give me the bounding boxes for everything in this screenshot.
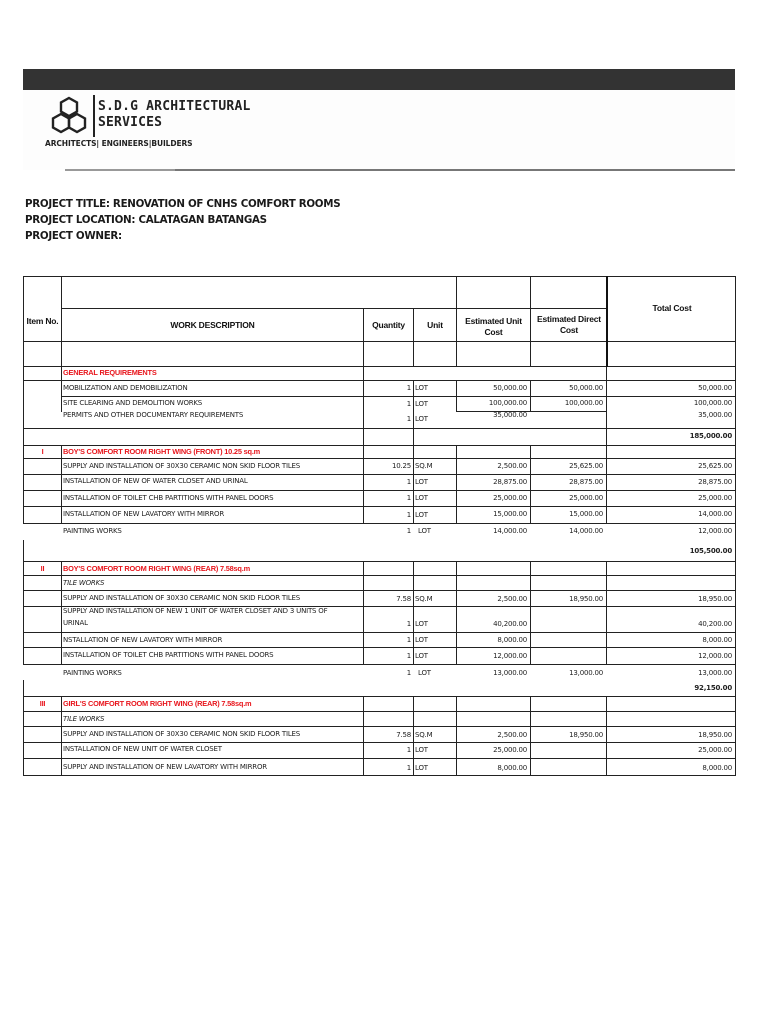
row-border (530, 561, 531, 665)
header-divider (61, 308, 607, 309)
row-unit: LOT (415, 415, 428, 423)
row-description: PAINTING WORKS (63, 669, 122, 677)
row-border (606, 445, 607, 523)
row-description: SUPPLY AND INSTALLATION OF NEW 1 UNIT OF WATER CLOSET AND 3 UNITS OF (63, 607, 328, 615)
row-unit-cost: 25,000.00 (493, 494, 527, 502)
row-total-cost: 18,950.00 (698, 595, 732, 603)
row-border (61, 696, 62, 776)
row-border (23, 632, 736, 633)
header-est-direct-cost: Estimated Direct Cost (537, 314, 601, 335)
row-total-cost: 14,000.00 (698, 510, 732, 518)
row-border (23, 696, 24, 776)
row-border (61, 396, 736, 397)
row-unit: LOT (418, 669, 431, 677)
row-quantity: 10.25 (391, 462, 411, 470)
row-border (413, 696, 414, 776)
section-item-no: III (39, 699, 46, 708)
row-total-cost: 100,000.00 (693, 399, 732, 407)
row-quantity: 1 (406, 415, 411, 423)
row-description: SUPPLY AND INSTALLATION OF 30X30 CERAMIC NON SKID FLOOR TILES (63, 462, 301, 470)
logo-divider (93, 95, 95, 137)
row-total-cost: 40,200.00 (698, 620, 732, 628)
row-unit: LOT (415, 764, 428, 772)
company-name-line1: S.D.G ARCHITECTURAL (98, 99, 251, 114)
row-total-cost: 18,950.00 (698, 731, 732, 739)
row-description: SUPPLY AND INSTALLATION OF NEW LAVATORY WITH MIRROR (63, 763, 267, 771)
row-total-cost: 25,000.00 (698, 494, 732, 502)
row-description: INSTALLATION OF TOILET CHB PARTITIONS WITH PANEL DOORS (63, 494, 274, 502)
row-unit: SQ.M (415, 462, 433, 470)
row-border (735, 696, 736, 776)
header-divider (23, 341, 736, 342)
row-border (456, 561, 457, 665)
row-unit-cost: 8,000.00 (497, 764, 527, 772)
section-title: BOY'S COMFORT ROOM RIGHT WING (REAR) 7.58sq.m (63, 564, 250, 573)
row-direct-cost: 25,625.00 (569, 462, 603, 470)
row-direct-cost: 18,950.00 (569, 595, 603, 603)
row-border (23, 490, 736, 491)
row-unit-cost: 35,000.00 (493, 411, 527, 419)
row-border (413, 561, 414, 665)
header-rule-accent (65, 169, 175, 171)
row-border (23, 445, 736, 446)
section-subtotal: 92,150.00 (694, 684, 732, 692)
row-border (23, 711, 736, 712)
row-direct-cost: 50,000.00 (569, 384, 603, 392)
row-total-cost: 12,000.00 (698, 652, 732, 660)
row-border (23, 380, 736, 381)
row-total-cost: 8,000.00 (702, 636, 732, 644)
row-border (23, 561, 24, 665)
row-border (61, 367, 62, 412)
row-description: SUPPLY AND INSTALLATION OF 30X30 CERAMIC NON SKID FLOOR TILES (63, 730, 301, 738)
col-divider (363, 308, 364, 367)
row-unit: LOT (415, 746, 428, 754)
row-unit: LOT (415, 400, 428, 408)
row-description-line2: URINAL (63, 619, 88, 627)
row-unit-cost: 12,000.00 (493, 652, 527, 660)
row-unit-cost: 50,000.00 (493, 384, 527, 392)
row-direct-cost: 25,000.00 (569, 494, 603, 502)
row-total-cost: 8,000.00 (702, 764, 732, 772)
row-unit-cost: 40,200.00 (493, 620, 527, 628)
section-subheading: TILE WORKS (63, 579, 105, 587)
row-unit-cost: 15,000.00 (493, 510, 527, 518)
row-description: INSTALLATION OF NEW UNIT OF WATER CLOSET (63, 745, 222, 753)
row-description: PERMITS AND OTHER DOCUMENTARY REQUIREMENTS (63, 411, 244, 419)
row-border (413, 380, 414, 445)
row-border (23, 696, 736, 697)
section-item-no: II (40, 564, 45, 573)
row-direct-cost: 100,000.00 (564, 399, 603, 407)
row-description: PAINTING WORKS (63, 527, 122, 535)
row-direct-cost: 18,950.00 (569, 731, 603, 739)
row-border (23, 523, 736, 524)
row-direct-cost: 14,000.00 (569, 527, 603, 535)
section-subtotal: 185,000.00 (689, 432, 732, 440)
section-subheading: TILE WORKS (63, 715, 105, 723)
row-description: MOBILIZATION AND DEMOBILIZATION (63, 384, 188, 392)
row-description: INSTALLATION OF NEW OF WATER CLOSET AND URINAL (63, 477, 248, 485)
row-border (23, 367, 24, 445)
section-title: GENERAL REQUIREMENTS (63, 368, 157, 377)
row-unit: LOT (415, 478, 428, 486)
section-item-no: I (41, 447, 44, 456)
row-direct-cost: 13,000.00 (569, 669, 603, 677)
row-border (413, 445, 414, 523)
row-unit-cost: 13,000.00 (493, 669, 527, 677)
row-unit-cost: 8,000.00 (497, 636, 527, 644)
row-quantity: 1 (406, 764, 411, 772)
row-quantity: 1 (406, 636, 411, 644)
row-border (23, 458, 736, 459)
row-unit-cost: 2,500.00 (497, 462, 527, 470)
header-quantity: Quantity (372, 320, 405, 330)
row-unit: LOT (415, 384, 428, 392)
top-bar (23, 69, 735, 90)
row-border (23, 474, 736, 475)
row-border (735, 367, 736, 445)
row-quantity: 1 (406, 620, 411, 628)
row-border (23, 775, 736, 776)
row-border (61, 561, 62, 665)
row-description: NSTALLATION OF NEW LAVATORY WITH MIRROR (63, 636, 223, 644)
row-total-cost: 50,000.00 (698, 384, 732, 392)
col-divider (413, 308, 414, 367)
hexagon-cluster-icon (49, 96, 97, 136)
row-border (606, 561, 607, 665)
row-total-cost: 28,875.00 (698, 478, 732, 486)
row-unit: LOT (415, 511, 428, 519)
row-quantity: 1 (406, 669, 411, 677)
row-quantity: 1 (406, 652, 411, 660)
header-total-cost: Total Cost (652, 303, 692, 313)
row-total-cost: 12,000.00 (698, 527, 732, 535)
row-quantity: 7.58 (396, 595, 411, 603)
row-total-cost: 13,000.00 (698, 669, 732, 677)
row-direct-cost: 15,000.00 (569, 510, 603, 518)
row-border (23, 590, 736, 591)
row-border (735, 561, 736, 696)
row-unit: LOT (415, 636, 428, 644)
row-border (23, 575, 736, 576)
row-unit: LOT (415, 620, 428, 628)
row-description: INSTALLATION OF TOILET CHB PARTITIONS WITH PANEL DOORS (63, 651, 274, 659)
section-subtotal: 105,500.00 (689, 547, 732, 555)
company-tagline: ARCHITECTS| ENGINEERS|BUILDERS (45, 139, 193, 148)
row-unit: SQ.M (415, 595, 433, 603)
row-unit-cost: 2,500.00 (497, 731, 527, 739)
row-quantity: 1 (406, 478, 411, 486)
row-unit-cost: 28,875.00 (493, 478, 527, 486)
header-est-unit-cost: Estimated Unit Cost (465, 316, 522, 337)
header-unit: Unit (427, 320, 443, 330)
row-border (735, 445, 736, 561)
row-unit-cost: 100,000.00 (488, 399, 527, 407)
row-border (61, 445, 62, 523)
row-border (23, 647, 736, 648)
row-unit: LOT (415, 494, 428, 502)
row-border (23, 664, 736, 665)
project-location: PROJECT LOCATION: CALATAGAN BATANGAS (25, 214, 267, 226)
project-title: PROJECT TITLE: RENOVATION OF CNHS COMFORT ROOMS (25, 198, 341, 210)
row-description: SITE CLEARING AND DEMOLITION WORKS (63, 399, 203, 407)
row-border (23, 428, 736, 429)
project-owner: PROJECT OWNER: (25, 230, 122, 242)
row-quantity: 1 (406, 527, 411, 535)
header-item-no: Item No. (26, 316, 59, 326)
row-unit: SQ.M (415, 731, 433, 739)
row-total-cost: 25,625.00 (698, 462, 732, 470)
row-quantity: 1 (406, 511, 411, 519)
row-description: SUPPLY AND INSTALLATION OF 30X30 CERAMIC NON SKID FLOOR TILES (63, 594, 301, 602)
row-border (23, 680, 24, 696)
section-title: BOY'S COMFORT ROOM RIGHT WING (FRONT) 10.25 sq.m (63, 447, 261, 456)
section-title: GIRL'S COMFORT ROOM RIGHT WING (REAR) 7.58sq.m (63, 699, 252, 708)
row-border (23, 742, 736, 743)
row-border (23, 506, 736, 507)
row-quantity: 7.58 (396, 731, 411, 739)
row-unit-cost: 14,000.00 (493, 527, 527, 535)
row-quantity: 1 (406, 494, 411, 502)
company-name-line2: SERVICES (98, 115, 163, 130)
row-total-cost: 25,000.00 (698, 746, 732, 754)
row-unit: LOT (418, 527, 431, 535)
row-border (23, 726, 736, 727)
row-unit-cost: 25,000.00 (493, 746, 527, 754)
header-work-description: WORK DESCRIPTION (170, 320, 255, 330)
row-unit-cost: 2,500.00 (497, 595, 527, 603)
row-quantity: 1 (406, 400, 411, 408)
row-border (363, 561, 364, 665)
row-border (23, 445, 24, 523)
row-border (23, 561, 736, 562)
row-border (23, 540, 24, 561)
row-description: INSTALLATION OF NEW LAVATORY WITH MIRROR (63, 510, 224, 518)
row-direct-cost: 28,875.00 (569, 478, 603, 486)
row-border (606, 367, 607, 445)
row-total-cost: 35,000.00 (698, 411, 732, 419)
row-border (23, 758, 736, 759)
row-border (606, 696, 607, 776)
row-unit: LOT (415, 652, 428, 660)
row-quantity: 1 (406, 384, 411, 392)
row-quantity: 1 (406, 746, 411, 754)
company-name (98, 99, 251, 131)
